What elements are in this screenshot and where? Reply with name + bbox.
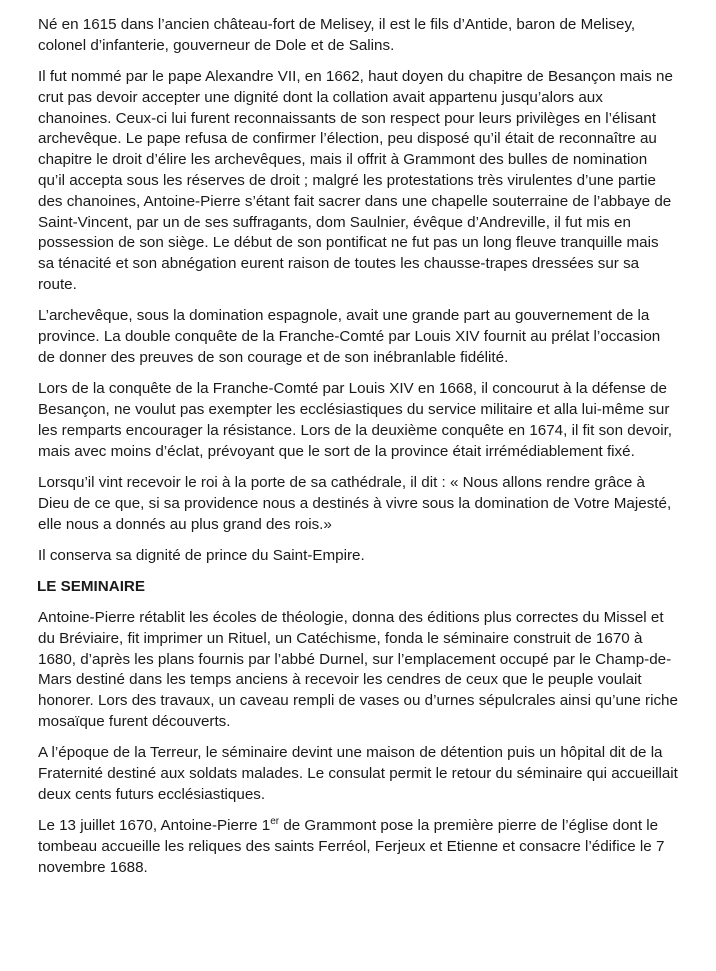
paragraph-nomination: Il fut nommé par le pape Alexandre VII, en 1662, haut doyen du chapitre de Besançon mais ne crut pas devoir accepter une dignité dont la collation avait appartenu jusqu’alors aux chanoines. Ceux-ci lui furent reconnaissants de son respect pour leurs privilèges en l’élisant archevêque. Le pape refusa de confirmer l’élection, peu disposé qu’il était de reconnaître au chapitre le droit d’élire les archevêques, mais il offrit à Grammont des bulles de nomination qu’il accepta sous les réserves de droit ; malgré les protestations très virulentes d’une partie des chanoines, Antoine-Pierre s’étant fait sacrer dans une chapelle souterraine de l’abbaye de Saint-Vincent, par un de ses suffragants, dom Saulnier, évêque d’Andreville, il fut mis en possession de son siège. Le début de son pontificat ne fut pas un long fleuve tranquille mais sa ténacité et son abnégation eurent raison de toutes les chausse-trapes dressées sur sa route.: [38, 68, 673, 294]
document-page: [38, 15, 678, 889]
paragraph-birth: Né en 1615 dans l’ancien château-fort de Melisey, il est le fils d’Antide, baron de Melisey, colonel d’infanterie, gouverneur de Dole et de Salins.: [38, 16, 636, 54]
paragraph-spanish-domination: L’archevêque, sous la domination espagnole, avait une grande part au gouvernement de la province. La double conquête de la Franche-Comté par Louis XIV fournit au prélat l’occasion de donner des preuves de son courage et de son inébranlable fidélité.: [38, 307, 661, 366]
paragraph-seminary-founding: Antoine-Pierre rétablit les écoles de théologie, donna des éditions plus correctes du Missel et du Bréviaire, fit imprimer un Rituel, un Catéchisme, fonda le séminaire construit de 1670 à 1680, d’après les plans fournis par l’abbé Durnel, sur l’emplacement occupé par le Champ-de-Mars destiné dans les temps anciens à recevoir les cendres de ceux que le peuple voulait honorer. Lors des travaux, un caveau rempli de vases ou d’urnes sépulcrales ainsi qu’une riche mosaïque furent découverts.: [38, 608, 678, 730]
paragraph-conquest: Lors de la conquête de la Franche-Comté par Louis XIV en 1668, il concourut à la défense de Besançon, ne voulut pas exempter les ecclésiastiques du service militaire et alla lui-même sur les remparts encourager la résistance. Lors de la deuxième conquête en 1674, il fit son devoir, mais avec moins d’éclat, prévoyant que le sort de la province était irrémédiablement fixé.: [38, 380, 673, 460]
section-heading-seminaire: LE SEMINAIRE: [37, 578, 146, 596]
ordinal-superscript: er: [270, 816, 280, 828]
first-stone-text-start: Le 13 juillet 1670, Antoine-Pierre 1: [38, 817, 271, 835]
first-stone-text-end: de Grammont pose la première pierre de l’église dont le tombeau accueille les reliques des saints Ferréol, Ferjeux et Etienne et consacre l’édifice le 7 novembre 1688.: [38, 817, 665, 876]
paragraph-prince: Il conserva sa dignité de prince du Saint-Empire.: [38, 546, 365, 564]
paragraph-first-stone: [38, 816, 678, 878]
paragraph-terror: A l’époque de la Terreur, le séminaire devint une maison de détention puis un hôpital dit de la Fraternité destiné aux soldats malades. Le consulat permit le retour du séminaire qui accueillait deux cents futurs ecclésiastiques.: [38, 744, 678, 803]
paragraph-king-quote: Lorsqu’il vint recevoir le roi à la porte de sa cathédrale, il dit : « Nous allons rendre grâce à Dieu de ce que, si sa providence nous a destinés à vivre sous la domination de Votre Majesté, elle nous a donnés au plus grand des rois.»: [38, 473, 672, 533]
